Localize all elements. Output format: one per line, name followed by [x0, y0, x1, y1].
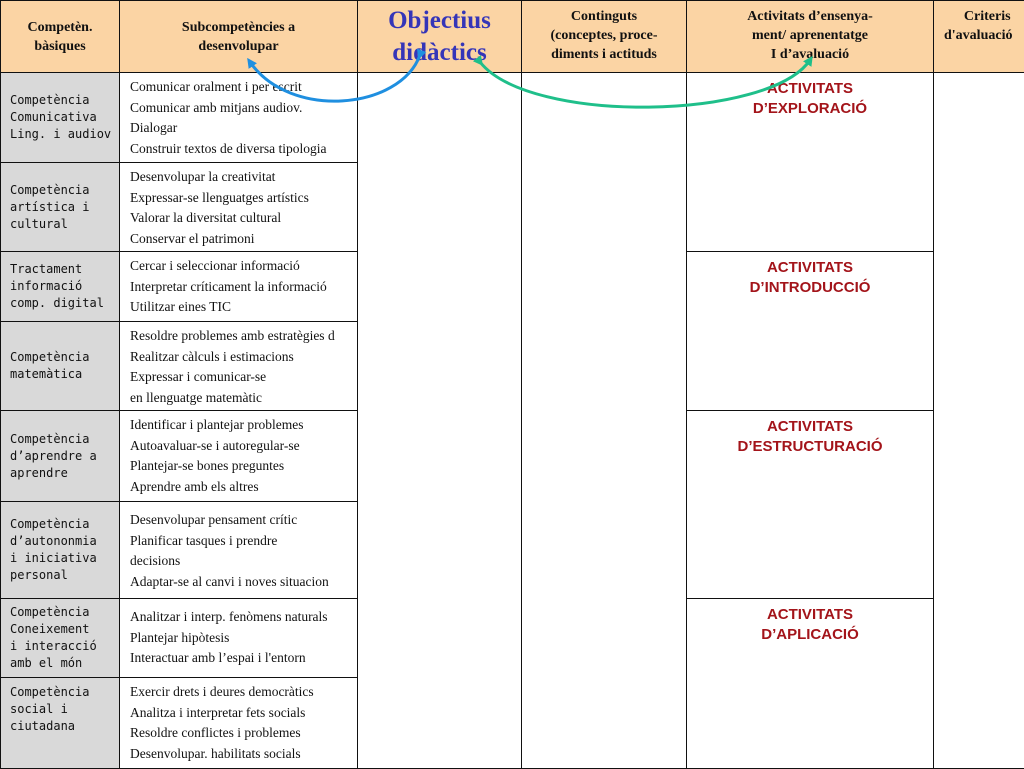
subcompetence-item: Aprendre amb els altres: [130, 478, 259, 494]
subcompetence-item: Interpretar críticament la informació: [130, 278, 327, 294]
subcompetence-item: Interactuar amb l’espai i l'entorn: [130, 650, 306, 665]
subcompetence-cell: [119, 410, 358, 502]
subcompetence-item: Comunicar amb mitjans audiov.: [130, 99, 303, 115]
activity-structuring: [686, 410, 934, 599]
competence-line: informació: [10, 279, 83, 293]
competence-line: aprendre: [10, 465, 68, 480]
competence-line: amb el món: [10, 656, 83, 670]
header-objectives: [357, 0, 522, 73]
subcompetence-item: en llenguatge matemàtic: [130, 389, 262, 405]
header-activities: [686, 0, 934, 73]
competence-line: Coneixement: [10, 622, 90, 636]
competence-cell: [0, 677, 120, 769]
competence-line: Competència: [10, 685, 90, 699]
subcompetence-item: Plantejar hipòtesis: [130, 629, 230, 645]
header-contents-line: (conceptes, proce-: [550, 28, 658, 43]
activity-label: ACTIVITATS: [766, 80, 854, 97]
competence-line: Ling. i audiov: [10, 127, 112, 141]
subcompetence-item: Expressar i comunicar-se: [130, 369, 267, 384]
header-subcompetences-line: desenvolupar: [198, 38, 279, 54]
competence-line: artística i: [10, 199, 90, 214]
competence-line: d’aprendre a: [10, 448, 97, 463]
subcompetence-item: decisions: [130, 553, 181, 568]
competence-cell: [0, 162, 120, 252]
competence-line: ciutadana: [10, 719, 76, 733]
subcompetence-item: Autoavaluar-se i autoregular-se: [130, 437, 300, 453]
competence-cell: [0, 410, 120, 502]
subcompetence-cell: [119, 72, 358, 163]
subcompetence-cell: [119, 251, 358, 322]
competence-line: social i: [10, 702, 68, 716]
activity-label: ACTIVITATS: [766, 259, 854, 276]
competence-line: Tractament: [10, 262, 83, 276]
header-competences-line: Competèn.: [27, 19, 93, 35]
header-subcompetences-line: Subcompetències a: [181, 19, 296, 35]
subcompetence-cell: [119, 598, 358, 678]
activity-label: D’INTRODUCCIÓ: [749, 279, 871, 296]
competence-line: i interacció: [10, 639, 97, 653]
subcompetence-cell: [119, 501, 358, 599]
header-activities-line: I d’avaluació: [770, 47, 850, 62]
competence-line: Competència: [10, 517, 90, 531]
subcompetence-item: Analitzar i interp. fenòmens naturals: [130, 609, 328, 624]
subcompetence-item: Plantejar-se bones preguntes: [130, 458, 285, 473]
competence-line: d’autononmia: [10, 534, 97, 548]
activity-introduction: [686, 251, 934, 411]
subcompetence-item: Desenvolupar. habilitats socials: [130, 745, 301, 761]
criteria-column: [933, 72, 1024, 769]
subcompetence-item: Conservar el patrimoni: [130, 230, 255, 246]
competence-line: comp. digital: [10, 296, 104, 310]
header-competences: [0, 0, 120, 73]
header-objectives-line: didàctics: [392, 39, 487, 66]
header-contents-line: Continguts: [570, 9, 638, 24]
competence-line: personal: [10, 568, 68, 582]
objectives-column: [357, 72, 522, 769]
competence-cell: [0, 72, 120, 163]
subcompetence-item: Valorar la diversitat cultural: [130, 210, 282, 225]
subcompetence-item: Desenvolupar la creativitat: [130, 169, 276, 184]
header-criteria: [933, 0, 1024, 73]
subcompetence-item: Resoldre conflictes i problemes: [130, 725, 301, 740]
header-contents-line: diments i actituds: [551, 47, 657, 62]
activity-label: D’ESTRUCTURACIÓ: [737, 438, 883, 455]
subcompetence-item: Realitzar càlculs i estimacions: [130, 348, 294, 364]
subcompetence-item: Cercar i seleccionar informació: [130, 258, 300, 273]
competence-cell: [0, 501, 120, 599]
activity-exploration: [686, 72, 934, 252]
subcompetence-item: Identificar i plantejar problemes: [130, 417, 304, 432]
subcompetence-item: Resoldre problemes amb estratègies d: [130, 328, 335, 343]
competence-line: Competència: [10, 182, 90, 197]
subcompetence-item: Construir textos de diversa tipologia: [130, 140, 327, 156]
subcompetence-item: Analitza i interpretar fets socials: [130, 704, 306, 720]
header-objectives-line: Objectius: [388, 7, 491, 34]
subcompetence-item: Expressar-se llenguatges artístics: [130, 189, 309, 205]
subcompetence-item: Adaptar-se al canvi i noves situacion: [130, 573, 329, 589]
header-activities-line: Activitats d’ensenya-: [747, 9, 873, 24]
header-criteria-line: Criteris: [963, 9, 1011, 24]
header-criteria-line: d'avaluació: [944, 28, 1013, 43]
header-activities-line: ment/ aprenentatge: [751, 28, 868, 43]
subcompetence-cell: [119, 321, 358, 411]
header-contents: [521, 0, 687, 73]
competence-line: Competència: [10, 350, 90, 364]
subcompetence-cell: [119, 677, 358, 769]
competence-cell: [0, 321, 120, 411]
subcompetence-item: Desenvolupar pensament crític: [130, 512, 298, 527]
header-competences-line: bàsiques: [34, 38, 86, 54]
competence-line: Competència: [10, 93, 90, 107]
activity-application: [686, 598, 934, 769]
header-subcompetences: [119, 0, 358, 73]
competence-cell: [0, 598, 120, 678]
competence-line: Comunicativa: [10, 110, 97, 124]
competence-line: Competència: [10, 605, 90, 619]
competence-line: i iniciativa: [10, 551, 97, 565]
subcompetence-item: Comunicar oralment i per escrit: [130, 79, 302, 94]
subcompetence-item: Utilitzar eines TIC: [130, 299, 231, 314]
competence-cell: [0, 251, 120, 322]
activity-label: ACTIVITATS: [766, 418, 854, 435]
subcompetence-item: Exercir drets i deures democràtics: [130, 684, 314, 699]
competence-line: matemàtica: [10, 367, 83, 381]
competence-line: cultural: [10, 216, 68, 231]
activity-label: D’APLICACIÓ: [761, 626, 859, 643]
subcompetence-item: Planificar tasques i prendre: [130, 532, 278, 548]
activity-label: ACTIVITATS: [766, 606, 854, 623]
competence-line: Competència: [10, 431, 90, 446]
activity-label: D’EXPLORACIÓ: [752, 100, 868, 117]
contents-column: [521, 72, 687, 769]
subcompetence-item: Dialogar: [130, 120, 178, 135]
subcompetence-cell: [119, 162, 358, 252]
